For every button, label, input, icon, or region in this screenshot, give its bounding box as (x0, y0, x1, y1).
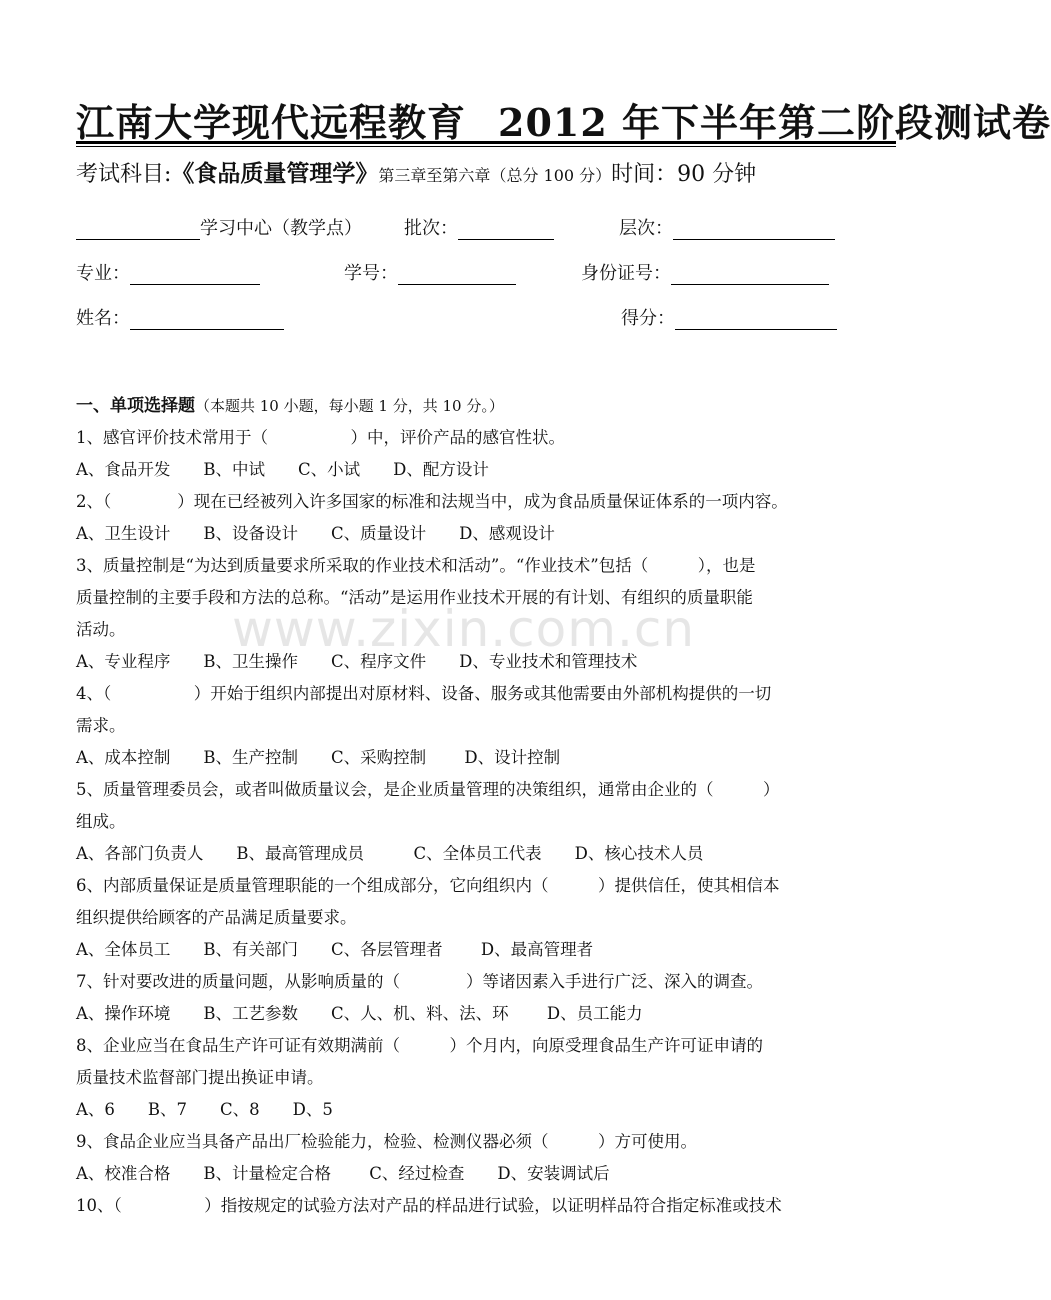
subject-line (76, 155, 756, 188)
page-title (76, 92, 1051, 147)
student-no-blank[interactable] (398, 264, 516, 285)
form-row-1 (76, 214, 362, 240)
score-label: 得分： (621, 308, 675, 329)
name-field (76, 304, 284, 330)
question-5-line-2: 组成。 (76, 812, 126, 831)
question-9: 9、食品企业应当具备产品出厂检验能力，检验、检测仪器必须（ ）方可使用。 (76, 1132, 697, 1151)
question-1: 1、感官评价技术常用于（ ）中，评价产品的感官性状。 (76, 428, 565, 447)
name-label: 姓名： (76, 308, 130, 329)
question-7: 7、针对要改进的质量问题，从影响质量的（ ）等诸因素入手进行广泛、深入的调查。 (76, 972, 763, 991)
title-term: 2012 年下半年第二阶段测试卷 (498, 100, 1051, 145)
options-5: A、各部门负责人 B、最高管理成员 C、全体员工代表 D、核心技术人员 (76, 844, 704, 863)
level-field (619, 214, 835, 240)
section-note: （本题共 10 小题，每小题 1 分，共 10 分。） (195, 397, 504, 415)
section-title: 一、单项选择题 (76, 396, 195, 416)
question-3: 3、质量控制是“为达到质量要求所采取的作业技术和活动”。“作业技术”包括（ ），也是 (76, 556, 756, 575)
major-label: 专业： (76, 263, 130, 284)
question-3-line-3: 活动。 (76, 620, 126, 639)
name-blank[interactable] (130, 309, 284, 330)
options-6: A、全体员工 B、有关部门 C、各层管理者 D、最高管理者 (76, 940, 594, 959)
chapter-range: 第三章至第六章 (378, 166, 491, 185)
batch-blank[interactable] (458, 219, 554, 240)
major-blank[interactable] (130, 264, 260, 285)
options-4: A、成本控制 B、生产控制 C、采购控制 D、设计控制 (76, 748, 561, 767)
options-7: A、操作环境 B、工艺参数 C、人、机、料、法、环 D、员工能力 (76, 1004, 643, 1023)
id-no-field (581, 259, 829, 285)
question-6-line-2: 组织提供给顾客的产品满足质量要求。 (76, 908, 357, 927)
options-3: A、专业程序 B、卫生操作 C、程序文件 D、专业技术和管理技术 (76, 652, 638, 671)
watermark: www.zixin.com.cn (232, 600, 696, 658)
options-9: A、校准合格 B、计量检定合格 C、经过检查 D、安装调试后 (76, 1164, 610, 1183)
question-8: 8、企业应当在食品生产许可证有效期满前（ ）个月内，向原受理食品生产许可证申请的 (76, 1036, 763, 1055)
level-blank[interactable] (673, 219, 835, 240)
question-10: 10、（ ）指按规定的试验方法对产品的样品进行试验，以证明样品符合指定标准或技术 (76, 1196, 782, 1215)
question-4: 4、（ ）开始于组织内部提出对原材料、设备、服务或其他需要由外部机构提供的一切 (76, 684, 772, 703)
options-1: A、食品开发 B、中试 C、小试 D、配方设计 (76, 460, 489, 479)
id-no-blank[interactable] (671, 264, 829, 285)
course-name: 《食品质量管理学》 (171, 160, 379, 187)
student-no-label: 学号： (344, 263, 398, 284)
question-2: 2、（ ）现在已经被列入许多国家的标准和法规当中，成为食品质量保证体系的一项内容。 (76, 492, 788, 511)
exam-time: 时间：90 分钟 (611, 162, 757, 187)
center-blank[interactable] (76, 219, 200, 240)
question-6: 6、内部质量保证是质量管理职能的一个组成部分，它向组织内（ ）提供信任，使其相信本 (76, 876, 780, 895)
section-heading (76, 390, 856, 422)
batch-label: 批次： (404, 218, 458, 239)
student-no-field (344, 259, 516, 285)
question-4-line-2: 需求。 (76, 716, 126, 735)
id-no-label: 身份证号： (581, 263, 671, 284)
options-8: A、6 B、7 C、8 D、5 (76, 1100, 333, 1119)
total-score: （总分 100 分） (490, 166, 612, 185)
question-3-line-2: 质量控制的主要手段和方法的总称。“活动”是运用作业技术开展的有计划、有组织的质量职能 (76, 588, 753, 607)
options-2: A、卫生设计 B、设备设计 C、质量设计 D、感观设计 (76, 524, 555, 543)
question-8-line-2: 质量技术监督部门提出换证申请。 (76, 1068, 324, 1087)
level-label: 层次： (619, 218, 673, 239)
major-field (76, 259, 260, 285)
title-institution: 江南大学现代远程教育 (76, 100, 467, 145)
center-label: 学习中心（教学点） (200, 218, 362, 239)
score-blank[interactable] (675, 309, 837, 330)
score-field (621, 304, 837, 330)
batch-field (404, 214, 554, 240)
subject-prefix: 考试科目: (76, 162, 172, 187)
question-5: 5、质量管理委员会，或者叫做质量议会，是企业质量管理的决策组织，通常由企业的（ ） (76, 780, 780, 799)
question-section (76, 390, 856, 1222)
